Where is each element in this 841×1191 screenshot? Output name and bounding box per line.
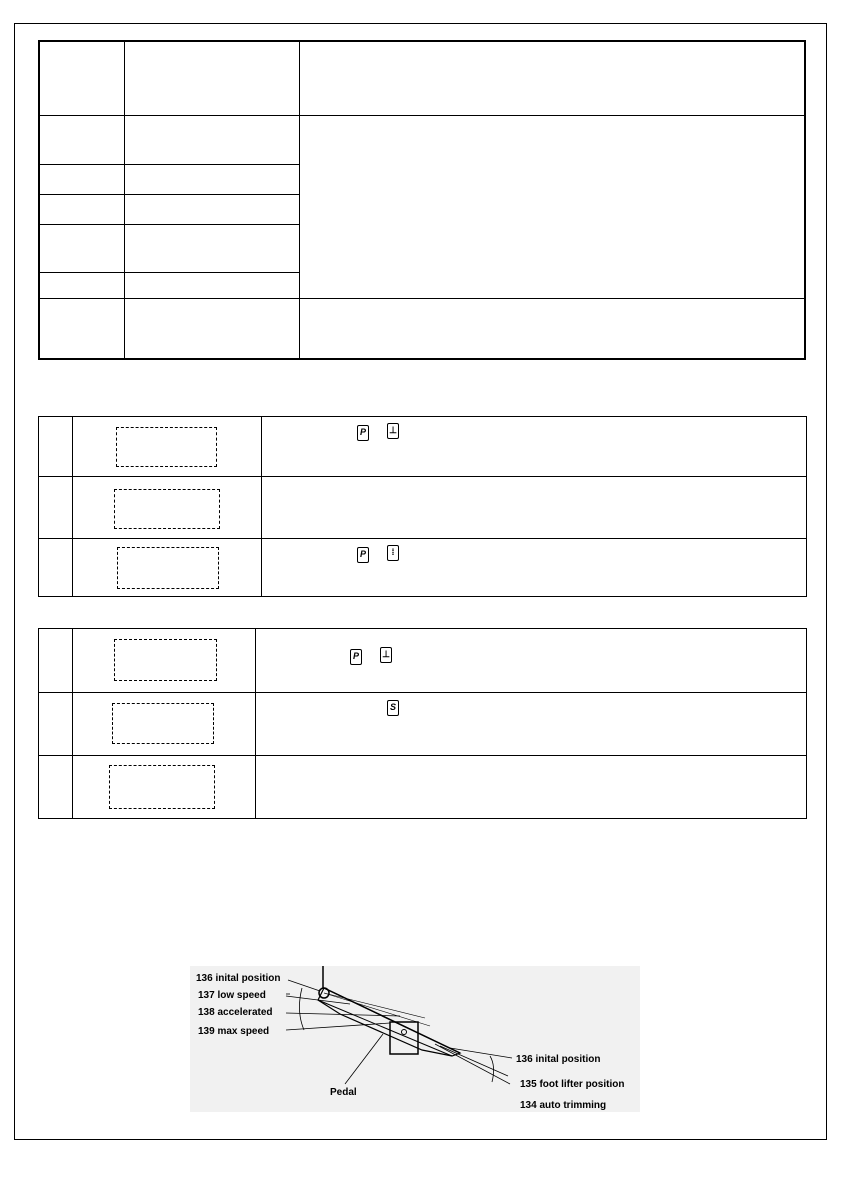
label-auto-trimming: 134 auto trimming — [520, 1100, 607, 1111]
operation-table-1 — [38, 416, 807, 597]
label-foot-lifter: 135 foot lifter position — [520, 1079, 625, 1090]
param-row-divider — [40, 115, 806, 116]
needle-position-key-icon: ⁞ — [387, 545, 399, 561]
operation-table-2 — [38, 628, 807, 819]
table-row — [39, 538, 806, 599]
pedal-diagram — [190, 966, 640, 1112]
label-max-speed: 139 max speed — [198, 1026, 270, 1037]
label-accelerated: 138 accelerated — [198, 1007, 273, 1018]
foot-down-key-icon: ⊥ — [380, 647, 392, 663]
param-row-divider — [40, 224, 299, 225]
param-row-divider — [40, 298, 806, 299]
param-col-divider-2 — [299, 42, 300, 358]
lcd-display — [109, 765, 215, 809]
lcd-display — [112, 703, 214, 744]
label-low-speed: 137 low speed — [198, 990, 266, 1001]
param-col-divider-1 — [124, 42, 125, 358]
parameter-table — [38, 40, 806, 360]
table-row — [39, 692, 806, 756]
label-initial-upper: 136 inital position — [196, 973, 281, 984]
table-row — [39, 417, 806, 476]
label-pedal: Pedal — [330, 1087, 357, 1098]
p-key-icon: P — [350, 649, 362, 665]
foot-down-key-icon: ⊥ — [387, 423, 399, 439]
lcd-display — [116, 427, 217, 467]
p-key-icon: P — [357, 547, 369, 563]
param-row-divider — [40, 272, 299, 273]
p-key-icon: P — [357, 425, 369, 441]
lcd-display — [114, 639, 217, 681]
table-row — [39, 755, 806, 821]
table-row — [39, 629, 806, 692]
param-row-divider — [40, 194, 299, 195]
s-key-icon: S — [387, 700, 399, 716]
lcd-display — [117, 547, 219, 589]
param-row-divider — [40, 164, 299, 165]
label-initial-lower: 136 inital position — [516, 1054, 601, 1065]
lcd-display — [114, 489, 220, 529]
table-row — [39, 476, 806, 539]
